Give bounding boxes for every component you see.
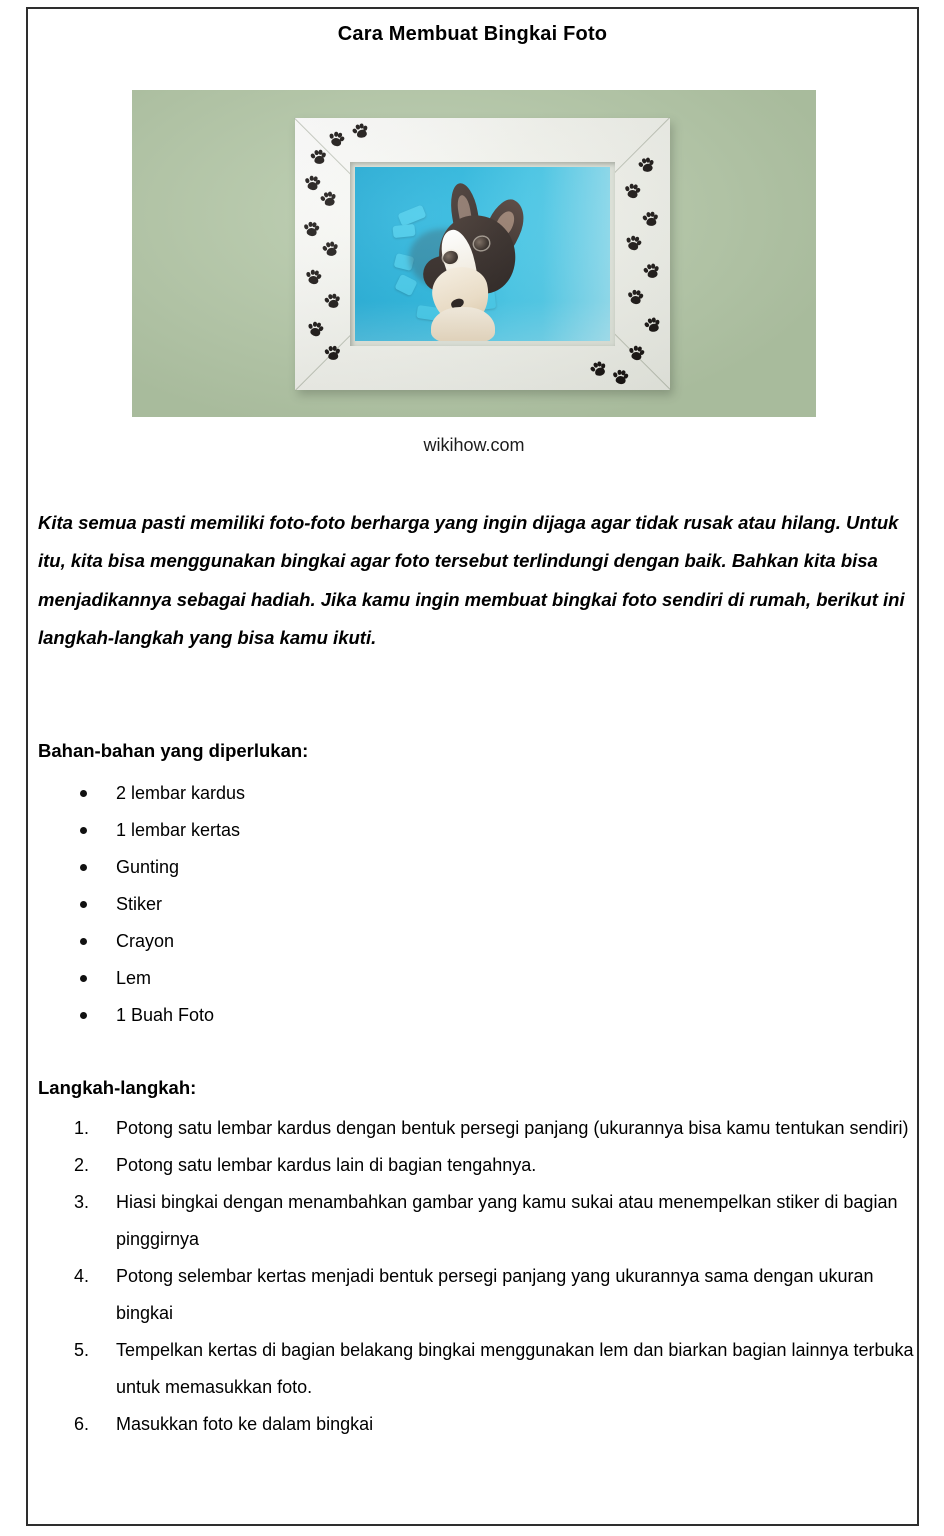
list-item: Hiasi bingkai dengan menambahkan gambar yang kamu sukai atau menempelkan stiker di bagian pinggirnya bbox=[116, 1191, 898, 1249]
paw-print-icon bbox=[324, 293, 341, 309]
list-item: Stiker bbox=[38, 886, 898, 923]
inner-photo bbox=[355, 167, 610, 341]
document-body bbox=[28, 9, 917, 1524]
paw-print-icon bbox=[303, 221, 319, 236]
list-item: Crayon bbox=[38, 923, 898, 960]
list-item: 1 lembar kertas bbox=[38, 812, 898, 849]
torn-paper-flap bbox=[392, 224, 415, 238]
photo-frame-image bbox=[132, 90, 816, 417]
paw-print-icon bbox=[310, 149, 326, 164]
list-item: Lem bbox=[38, 960, 898, 997]
paw-print-icon bbox=[612, 369, 628, 384]
list-item: Gunting bbox=[38, 849, 898, 886]
list-item: Tempelkan kertas di bagian belakang bingkai menggunakan lem dan biarkan bagian lainnya terbuka untuk memasukkan foto. bbox=[116, 1340, 914, 1398]
materials-list bbox=[38, 775, 898, 1035]
list-item: Potong satu lembar kardus dengan bentuk persegi panjang (ukurannya bisa kamu tentukan sendiri) bbox=[116, 1117, 909, 1138]
intro-paragraph: Kita semua pasti memiliki foto-foto berharga yang ingin dijaga agar tidak rusak atau hilang. Untuk itu, kita bisa menggunakan bingkai agar foto tersebut terlindungi dengan baik. Bahkan kita bisa menjadikannya sebagai hadiah. Jika kamu ingin membuat bingkai foto sendiri di rumah, berikut ini langkah-langkah yang bisa kamu ikuti. bbox=[38, 512, 905, 649]
materials-section bbox=[38, 737, 898, 1034]
paw-print-icon bbox=[624, 183, 641, 199]
paw-print-icon bbox=[307, 321, 325, 338]
dog-photo-subject bbox=[415, 181, 543, 341]
paw-print-icon bbox=[305, 269, 322, 285]
steps-list bbox=[38, 1110, 914, 1444]
list-item: 1 Buah Foto bbox=[38, 997, 898, 1034]
list-item: Potong satu lembar kardus lain di bagian tengahnya. bbox=[116, 1154, 537, 1175]
figure-caption: wikihow.com bbox=[423, 435, 525, 455]
frame-mat-recess bbox=[350, 162, 615, 346]
paw-print-icon bbox=[628, 345, 645, 361]
page-title: Cara Membuat Bingkai Foto bbox=[337, 23, 608, 45]
list-item: Masukkan foto ke dalam bingkai bbox=[116, 1414, 374, 1435]
list-item: Potong selembar kertas menjadi bentuk persegi panjang yang ukurannya sama dengan ukuran bingkai bbox=[116, 1266, 874, 1324]
document-page-border bbox=[26, 7, 919, 1526]
paw-print-icon bbox=[627, 289, 643, 304]
paw-print-icon bbox=[325, 345, 341, 360]
steps-heading: Langkah-langkah: bbox=[38, 1077, 197, 1098]
paw-print-icon bbox=[642, 211, 658, 226]
paw-print-icon bbox=[643, 263, 660, 279]
dog-chest bbox=[431, 307, 495, 341]
list-item: 2 lembar kardus bbox=[38, 775, 898, 812]
steps-section bbox=[38, 1074, 914, 1443]
picture-frame bbox=[295, 118, 670, 390]
materials-heading: Bahan-bahan yang diperlukan: bbox=[38, 740, 309, 761]
paw-print-icon bbox=[322, 241, 339, 257]
figure-block bbox=[132, 90, 816, 456]
paw-print-icon bbox=[304, 175, 321, 191]
